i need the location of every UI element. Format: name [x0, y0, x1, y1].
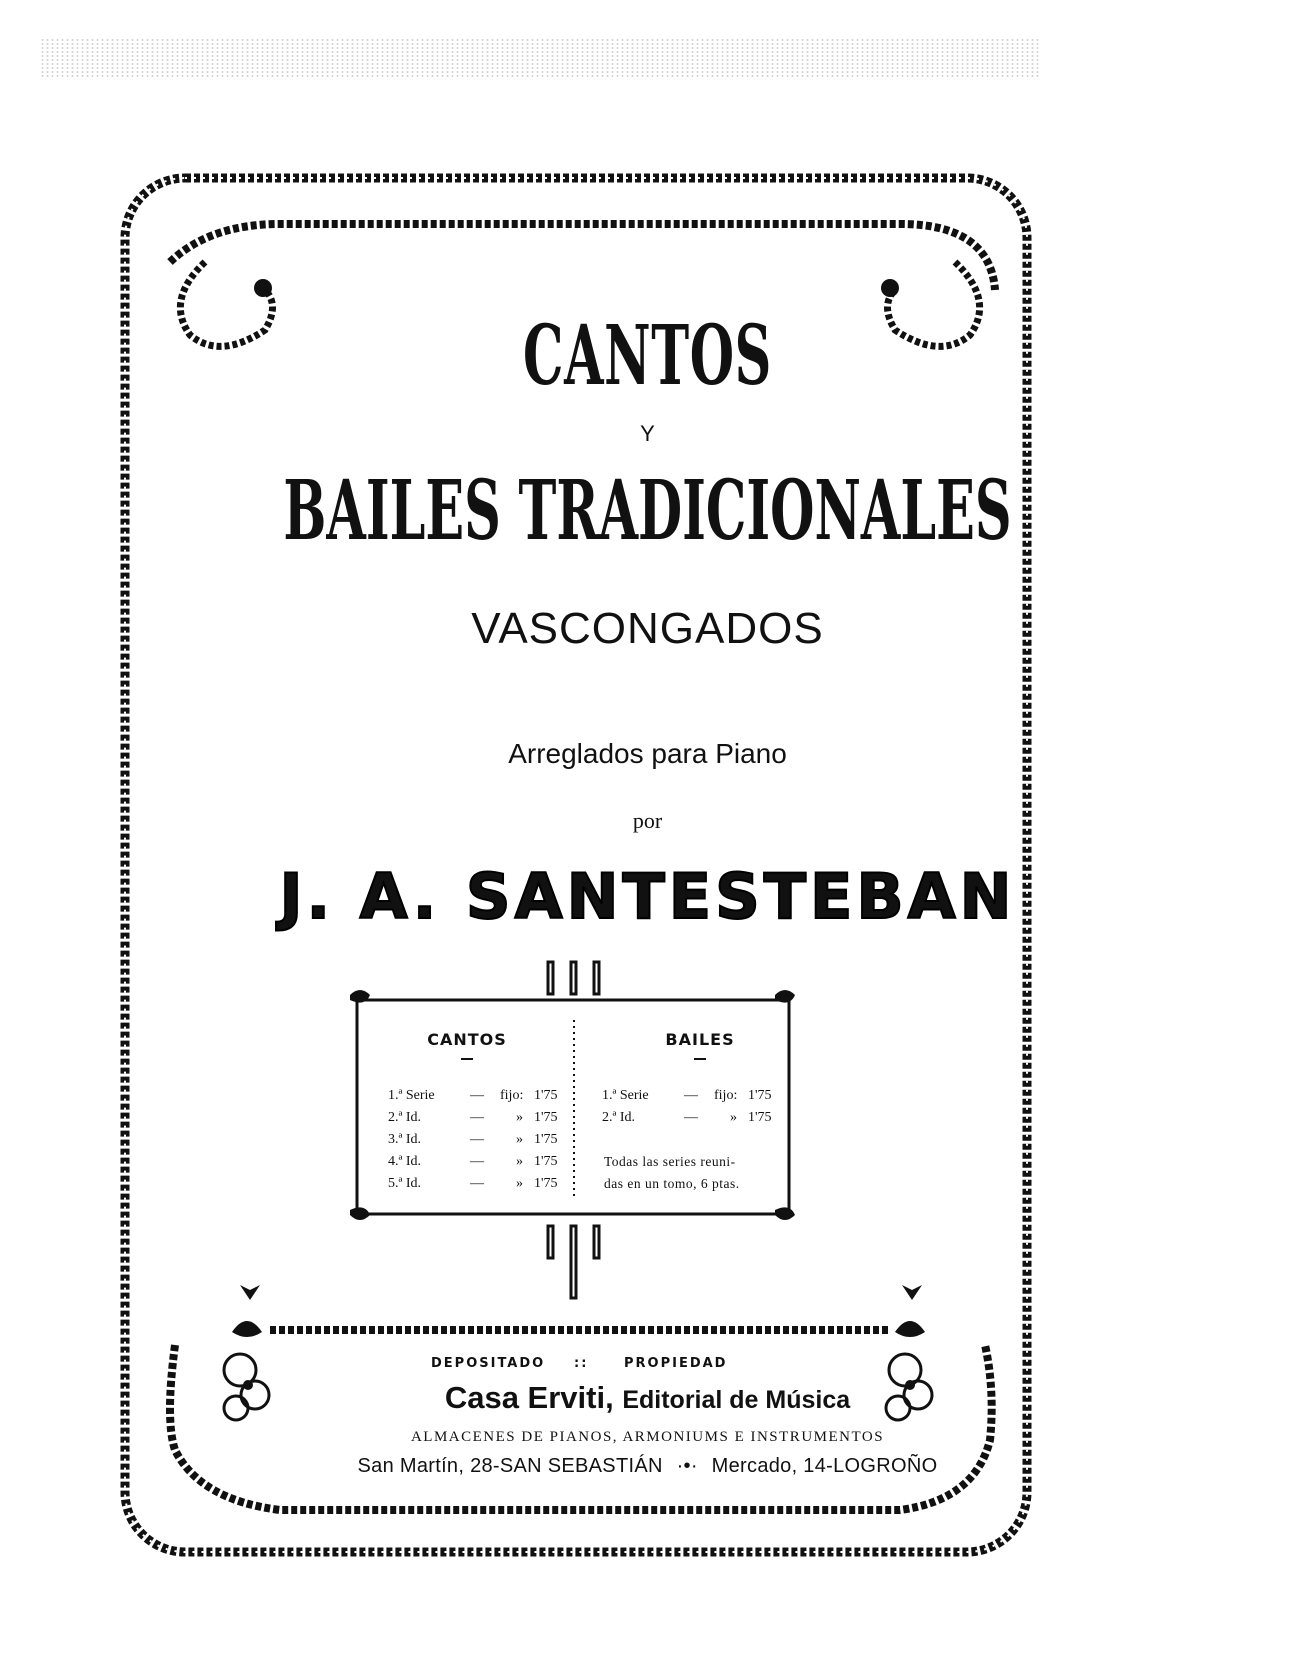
bailes-note-line1: Todas las series reuni- [604, 1154, 736, 1169]
bailes-header: BAILES [665, 1030, 735, 1049]
publisher-name: Casa Erviti, [444, 1380, 614, 1415]
stores-line: ALMACENES DE PIANOS, ARMONIUMS E INSTRUMENTOS [410, 1429, 885, 1445]
cantos-header: CANTOS [427, 1030, 507, 1049]
publisher-subtitle: Editorial de Música [622, 1386, 851, 1414]
inner-top-bead-line [170, 224, 995, 290]
title-conjunction: Y [640, 421, 655, 446]
arrangement-line: Arreglados para Piano [508, 738, 787, 769]
deposit-label: DEPOSITADO [431, 1356, 546, 1371]
address-logrono: Mercado, 14-LOGROÑO [711, 1455, 938, 1477]
table-hanger-bottom [548, 1226, 599, 1298]
deposit-separator: :: [574, 1356, 589, 1371]
title-cantos: CANTOS [523, 308, 772, 404]
address-san-sebastian: San Martín, 28-SAN SEBASTIÁN [357, 1455, 663, 1477]
author-name: J. A. SANTESTEBAN [279, 860, 1016, 933]
by-line: por [632, 808, 663, 833]
scroll-knob-right [881, 279, 899, 297]
property-label: PROPIEDAD [624, 1356, 728, 1371]
cantos-header-rule [461, 1058, 473, 1060]
table-hanger-top [548, 962, 599, 994]
bailes-note-line2: das en un tomo, 6 ptas. [604, 1176, 740, 1191]
address-line [0, 1455, 1295, 1478]
bailes-header-rule [694, 1058, 706, 1060]
title-vascongados: VASCONGADOS [471, 604, 824, 653]
address-separator: ·•· [676, 1455, 698, 1477]
publisher-name-line [0, 1380, 1295, 1416]
title-bailes-tradicionales: BAILES TRADICIONALES [283, 463, 1012, 559]
scroll-knob-left [254, 279, 272, 297]
